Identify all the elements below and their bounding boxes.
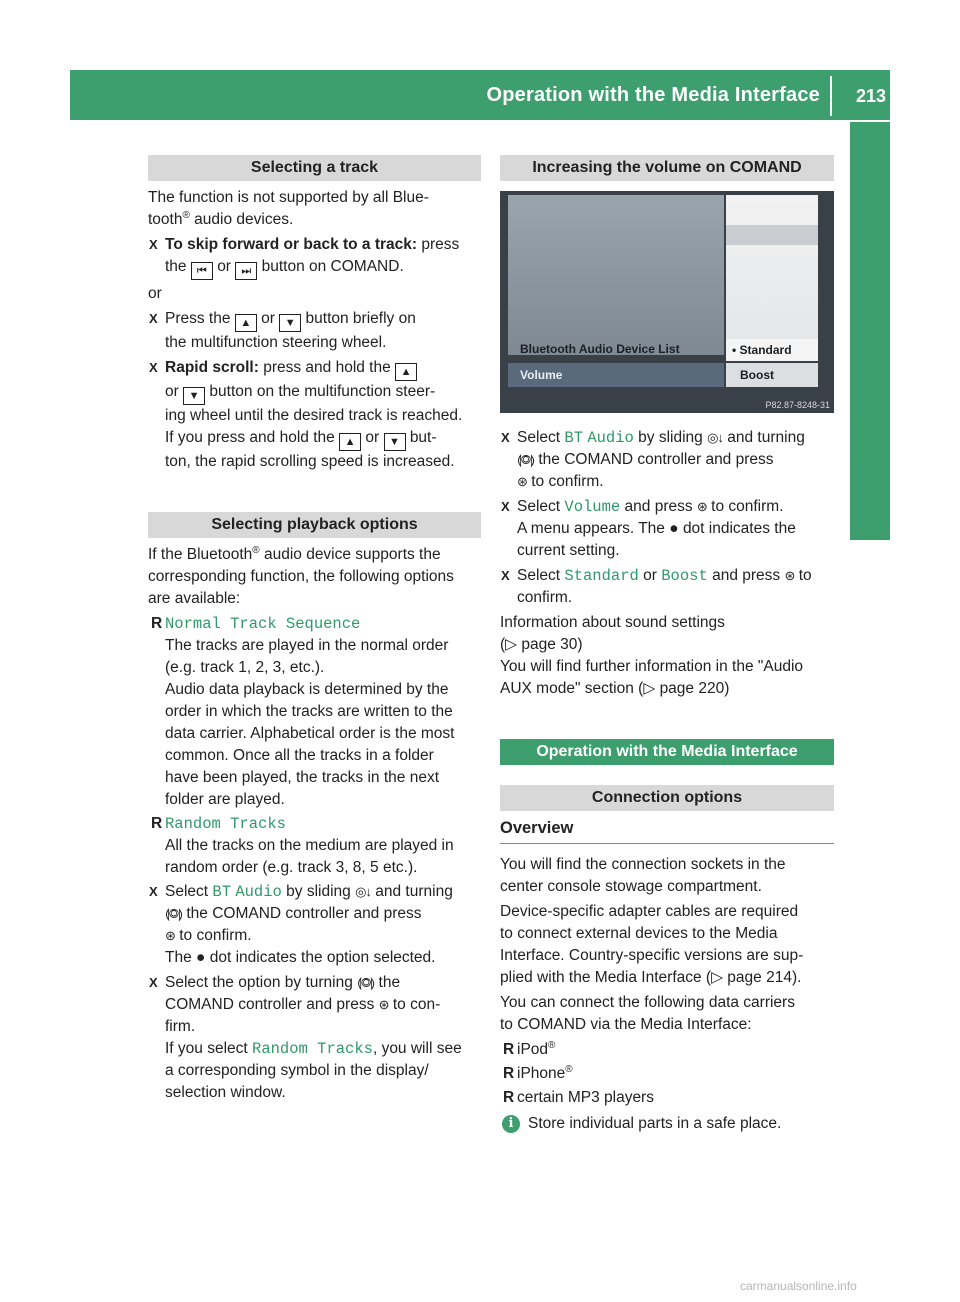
screen-image-code: P82.87-8248-31 (765, 400, 830, 410)
screen-volume-label: Volume (508, 363, 724, 387)
right-column (500, 155, 834, 1135)
slide-controller-icon: ◎↓ (355, 884, 371, 899)
heading-playback-options: Selecting playback options (148, 512, 481, 538)
heading-connection-options: Connection options (500, 785, 834, 811)
press-controller-icon: ⊛ (517, 474, 527, 489)
up-key-icon: ▲ (395, 363, 417, 381)
down-key-icon: ▼ (384, 433, 406, 451)
screen-background (508, 195, 724, 355)
heading-media-interface: Operation with the Media Interface (500, 739, 834, 765)
turn-controller-icon: ⟬◎⟭ (165, 906, 183, 921)
step-skip-track: X To skip forward or back to a track: press the ⏮ or ⏭ button on COMAND. (148, 234, 481, 280)
step-rapid-scroll: X Rapid scroll: press and hold the ▲ or ▼ button on the multifunction steer- ing wheel until the desired track is reached. If you press and hold the ▲ or ▼ but- ton, the rapid scrolling speed is increased. (149, 359, 463, 470)
step-marker: X (149, 237, 158, 252)
header-divider (830, 76, 832, 116)
down-key-icon: ▼ (183, 387, 205, 405)
step-select-option: X Select the option by turning ⟬◎⟭ the COMAND controller and press ⊛ to con- firm. If you select Random Tracks, you will see a corresponding symbol in the display/ selection window. (149, 974, 462, 1101)
heading-selecting-track: Selecting a track (148, 155, 481, 181)
intro-text: The function is not supported by all Blue- tooth® audio devices. (148, 189, 429, 228)
heading-increasing-volume: Increasing the volume on COMAND (500, 155, 834, 181)
or-text: or (148, 285, 162, 302)
press-controller-icon: ⊛ (784, 568, 795, 583)
screen-device-list-label: Bluetooth Audio Device List (520, 342, 680, 356)
press-controller-icon: ⊛ (696, 499, 707, 514)
info-icon: i (502, 1115, 520, 1133)
list-item: R iPhone® (503, 1063, 573, 1082)
subheading-overview: Overview (500, 817, 834, 844)
skip-forward-key-icon: ⏭ (235, 262, 257, 280)
dot-icon: ● (669, 520, 679, 537)
side-tab-marker (850, 500, 890, 540)
step-select-bt-audio: X Select BT Audio by sliding ◎↓ and turning ⟬◎⟭ the COMAND controller and press ⊛ to confirm. The ● dot indicates the option selected. (149, 883, 453, 966)
list-item: R certain MP3 players (503, 1089, 654, 1106)
normal-track-option: Normal Track Sequence (165, 615, 361, 633)
option-normal-track: R Normal Track Sequence The tracks are played in the normal order (e.g. track 1, 2, 3, etc.). Audio data playback is determined by the order in which the tracks are written to the data carrier. Alphabetical order is the most common. Once all the tracks in a folder have been played, the tracks in the next folder are played. (151, 615, 455, 808)
up-key-icon: ▲ (339, 433, 361, 451)
page-title: Operation with the Media Interface (486, 84, 820, 106)
bullet-marker: R (151, 615, 163, 632)
step-press-button: X Press the ▲ or ▼ button briefly on the multifunction steering wheel. (149, 310, 416, 351)
paragraph-data-carriers: You can connect the following data carriers to COMAND via the Media Interface: (500, 994, 795, 1033)
page-number: 213 (855, 86, 886, 106)
press-controller-icon: ⊛ (165, 928, 175, 943)
slide-controller-icon: ◎↓ (707, 430, 723, 445)
option-random-tracks: R Random Tracks All the tracks on the medium are played in random order (e.g. track 3, 8, 5 etc.). (151, 815, 454, 876)
step-select-bt-audio-right: X Select BT Audio by sliding ◎↓ and turning ⟬◎⟭ the COMAND controller and press ⊛ to confirm. (501, 429, 805, 490)
watermark: carmanualsonline.info (740, 1279, 857, 1293)
random-tracks-option: Random Tracks (165, 815, 286, 833)
dot-icon: ● (196, 949, 206, 966)
header-bar (70, 70, 890, 120)
sound-settings-info: Information about sound settings (▷ page 30) You will find further information in the "Audio AUX mode" section (▷ page 220) (500, 614, 804, 697)
paragraph-sockets: You will find the connection sockets in the center console stowage compartment. (500, 856, 786, 895)
screen-right-panel (726, 195, 818, 345)
paragraph-adapter-cables: Device-specific adapter cables are required to connect external devices to the Media Interface. Country-specific versions are sup- plied with the Media Interface (▷ page 214). (500, 903, 804, 986)
skip-back-key-icon: ⏮ (191, 262, 213, 280)
left-column (148, 155, 481, 1107)
step-select-standard-boost: X Select Standard or Boost and press ⊛ to confirm. (501, 567, 812, 606)
list-item: R iPod® (503, 1039, 556, 1058)
down-key-icon: ▼ (279, 314, 301, 332)
screen-standard-option: • Standard (726, 339, 818, 361)
info-note: i Store individual parts in a safe place. (500, 1113, 834, 1135)
comand-screen-image (500, 191, 834, 413)
press-controller-icon: ⊛ (378, 997, 389, 1012)
up-key-icon: ▲ (235, 314, 257, 332)
screen-boost-option: Boost (726, 363, 818, 387)
playback-intro: If the Bluetooth® audio device supports the corresponding function, the following options are available: (148, 544, 454, 607)
side-tab-label: Audio (848, 418, 871, 478)
turn-controller-icon: ⟬◎⟭ (517, 452, 535, 467)
turn-controller-icon: ⟬◎⟭ (357, 975, 375, 990)
step-select-volume: X Select Volume and press ⊛ to confirm. A menu appears. The ● dot indicates the current setting. (501, 498, 796, 559)
